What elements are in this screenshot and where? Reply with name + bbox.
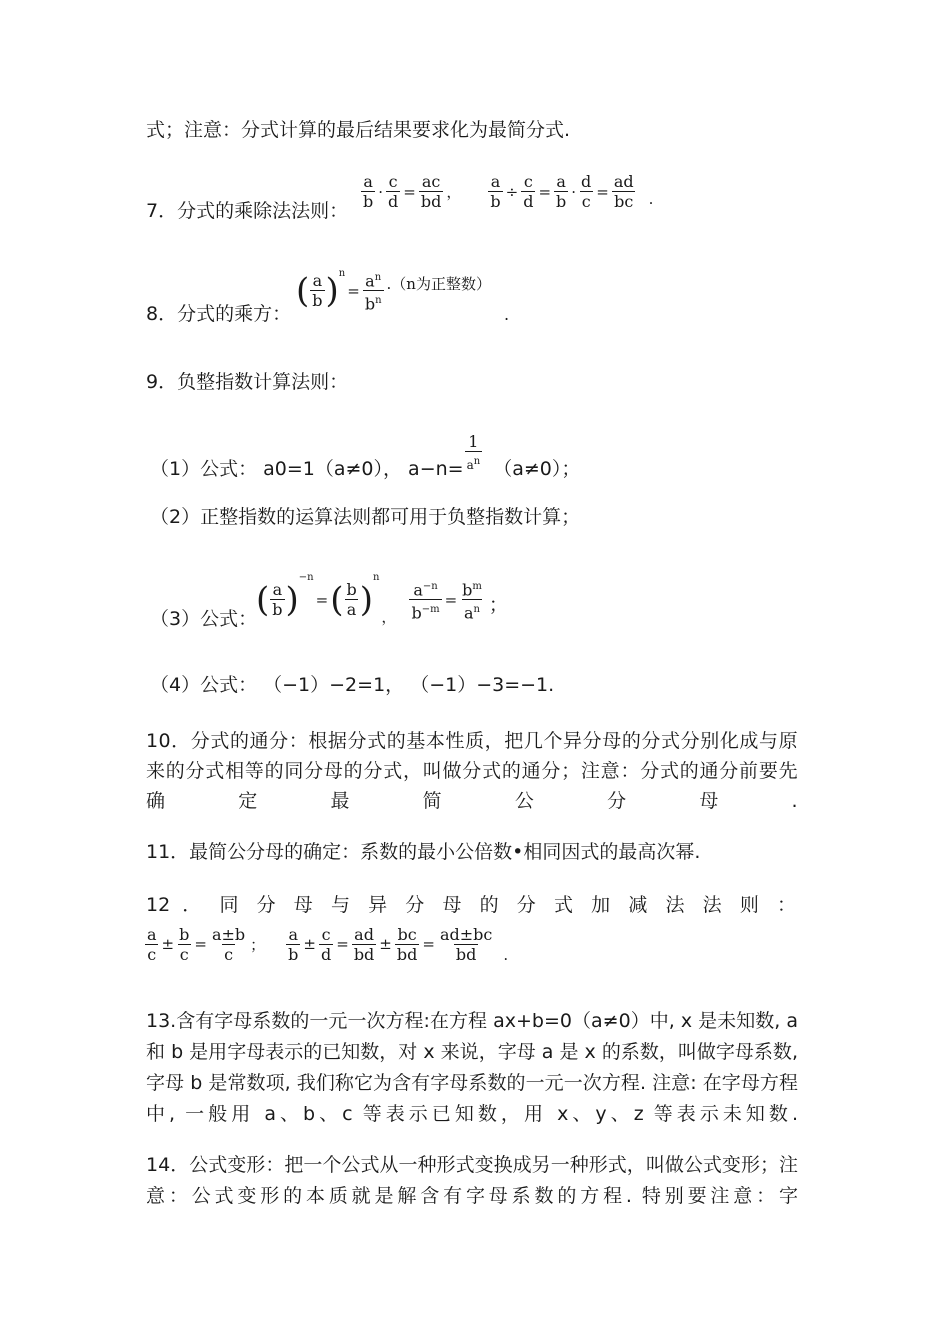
item-8-formula	[296, 268, 491, 314]
item-9-sub-3-label: （3）公式：	[150, 608, 258, 630]
paren-left: (	[330, 579, 344, 620]
item-9-sub-1	[150, 424, 580, 481]
text-line-continuation: 式；注意：分式计算的最后结果要求化为最简分式.	[146, 119, 571, 141]
item-12-formula	[144, 924, 510, 964]
fraction: $\frac{ad\pm bc}{bd}$	[439, 924, 493, 964]
operator: =	[538, 182, 552, 201]
fraction: $\frac{a}{b}$	[556, 172, 567, 211]
paren-left: (	[296, 270, 310, 311]
paren-right: )	[359, 579, 373, 620]
operator: =	[444, 590, 458, 609]
fraction: $\frac{b}{a}$	[346, 580, 357, 619]
operator: ±	[161, 935, 175, 953]
item-13-paragraph: 13.含有字母系数的一元一次方程:在方程 ax+b=0（a≠0）中, x 是未知数, a 和 b 是用字母表示的已知数，对 x 来说，字母 a 是 x 的系数，叫做字母系数, 字母 b 是常数项, 我们称它为含有字母系数的一元一次方程. 注意: 在字母方程中, 一般用 a、b、c 等表示已知数，用 x、y、z 等表示未知数.	[146, 1010, 798, 1125]
fraction: $\frac{a^{-n}}{b^{-m}}$	[411, 580, 440, 623]
fraction: $\frac{ad}{bc}$	[613, 172, 634, 211]
operator: ·	[571, 182, 577, 201]
fraction: $\frac{c}{d}$	[388, 172, 399, 211]
operator: ，	[446, 183, 462, 201]
fraction: $\frac{a}{b}$	[363, 172, 374, 211]
paren-left: (	[256, 579, 270, 620]
exponent: n	[372, 572, 380, 583]
operator: =	[315, 590, 329, 609]
fraction: $\frac{a}{b}$	[490, 172, 501, 211]
operator: =	[194, 935, 207, 953]
operator: =	[403, 182, 416, 201]
sub-1-text: （1）公式： a0=1（a≠0）， a−n=	[150, 458, 464, 480]
item-9-label: 9．负整指数计算法则：	[146, 371, 349, 393]
item-8-end: .	[504, 305, 510, 324]
item-9-sub-2: （2）正整指数的运算法则都可用于负整指数计算；	[150, 506, 581, 528]
operator: ±	[303, 935, 316, 953]
fraction: $\frac{a}{b}$	[272, 580, 283, 619]
operator: ；	[250, 935, 266, 954]
operator: =	[596, 182, 609, 201]
fraction: $\frac{a}{b}$	[312, 271, 323, 311]
paren-right: )	[325, 270, 339, 311]
sub-1-tail: （a≠0）；	[493, 458, 581, 480]
item-7-formula	[360, 172, 655, 211]
exponent: n	[338, 268, 346, 279]
item-8-label: 8．分式的乘方：	[146, 303, 292, 325]
item-12-label: 12 ． 同 分 母 与 异 分 母 的 分 式 加 减 法 法 则 ：	[146, 894, 796, 916]
fraction: $\frac{1}{a^n}$	[465, 432, 483, 475]
fraction: $\frac{a\pm b}{c}$	[211, 924, 246, 964]
operator: ·	[378, 182, 384, 201]
item-9-sub-4: （4）公式： （−1）−2=1， （−1）−3=−1.	[150, 674, 555, 696]
item-9-sub-3-formula	[256, 572, 508, 627]
fraction: $\frac{ad}{bd}$	[353, 924, 375, 964]
fraction: $\frac{a^n}{b^n}$	[364, 271, 382, 314]
operator: =	[422, 935, 435, 953]
operator: ±	[379, 935, 392, 953]
fraction: $\frac{bc}{bd}$	[396, 924, 418, 964]
fraction: $\frac{a}{c}$	[147, 924, 157, 964]
operator: .	[648, 189, 654, 208]
item-11-line: 11．最简公分母的确定：系数的最小公倍数•相同因式的最高次幂.	[146, 841, 701, 863]
fraction: $\frac{c}{d}$	[523, 172, 534, 211]
operator: ，	[381, 608, 397, 626]
fraction: $\frac{d}{c}$	[581, 172, 592, 211]
item-8-note: .（n为正整数）	[386, 275, 491, 294]
operator: .	[503, 946, 509, 964]
operator: ÷	[505, 182, 519, 201]
operator: =	[347, 281, 360, 300]
operator: ；	[488, 594, 508, 616]
paren-right: )	[285, 579, 299, 620]
item-14-paragraph: 14．公式变形：把一个公式从一种形式变换成另一种形式，叫做公式变形；注意：公式变形的本质就是解含有字母系数的方程. 特别要注意：字	[146, 1154, 798, 1207]
fraction: $\frac{ac}{bd}$	[420, 172, 442, 211]
fraction: $\frac{a}{b}$	[288, 924, 299, 964]
operator: =	[336, 935, 349, 953]
fraction: $\frac{b}{c}$	[179, 924, 190, 964]
exponent: −n	[298, 572, 314, 583]
item-10-paragraph: 10．分式的通分：根据分式的基本性质，把几个异分母的分式分别化成与原来的分式相等的同分母的分式，叫做分式的通分；注意：分式的通分前要先确定最简公分母.	[146, 730, 798, 812]
fraction: $\frac{c}{d}$	[320, 924, 332, 964]
fraction: $\frac{b^m}{a^n}$	[462, 580, 482, 623]
item-7-label: 7．分式的乘除法法则：	[146, 200, 349, 222]
